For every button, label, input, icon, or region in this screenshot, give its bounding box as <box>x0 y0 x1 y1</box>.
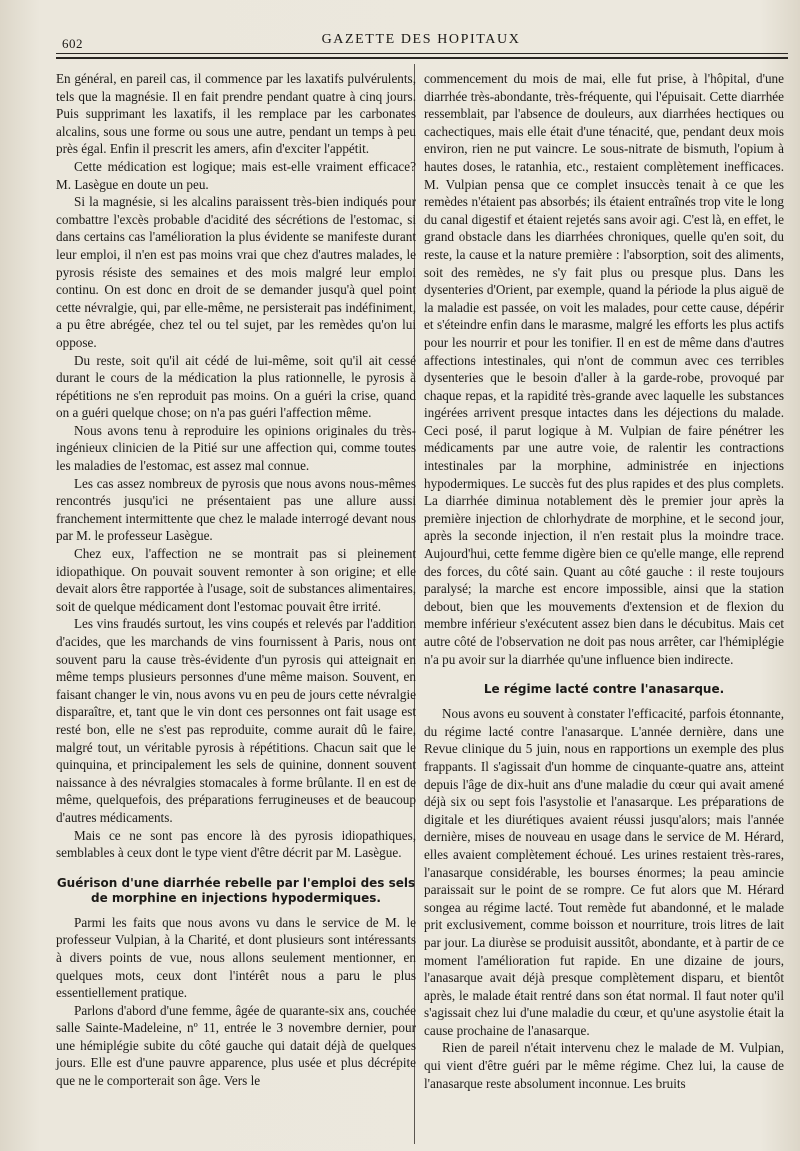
section-heading: Le régime lacté contre l'anasarque. <box>483 682 725 697</box>
header-rule-thick <box>56 57 788 59</box>
article-paragraph: Cette médication est logique; mais est-elle vraiment efficace? M. Lasègue en doute un peu. <box>56 158 416 192</box>
journal-title: GAZETTE DES HOPITAUX <box>321 32 521 47</box>
left-column <box>56 70 416 1090</box>
article-paragraph: Du reste, soit qu'il ait cédé de lui-même, soit qu'il ait cessé durant le cours de la médication la plus rationnelle, le pyrosis à répétitions ne s'en reproduit pas moins. On a guéri la crise, quand on a guéri quelque chose; on n'a pas guéri l'affection même. <box>56 352 416 421</box>
page-number: 602 <box>62 36 83 51</box>
section-heading: Guérison d'une diarrhée rebelle par l'emploi des sels de morphine en injections hypodermiques. <box>56 875 416 905</box>
article-paragraph: Chez eux, l'affection ne se montrait pas si pleinement idiopathique. On pouvait souvent remonter à son origine; et elle devait alors être rapportée à l'usage, soit de substances alimentaires, soit de quelque médicament dont l'estomac pouvait être irrité. <box>56 546 416 614</box>
article-paragraph: Les cas assez nombreux de pyrosis que nous avons nous-mêmes rencontrés jusqu'ici ne présentaient pas une allure aussi franchement intermittente que chez le malade interrogé devant nous par M. le professeur Lasègue. <box>56 475 416 544</box>
article-paragraph: Nous avons eu souvent à constater l'efficacité, parfois étonnante, du régime lacté contre l'anasarque. L'année dernière, dans une Revue clinique du 5 juin, nous en rapportions un exemple des plus frappants. Il s'agissait d'un homme de cinquante-quatre ans, atteint depuis l'âge de dix-huit ans d'une maladie du cœur qui avait amené déjà six ou sept fois l'asystolie et l'anasarque. Les préparations de digitale et les diurétiques avaient réussi jusqu'alors; mais l'année dernière, mises de nouveau en usage dans le service de M. Hérard, elles avaient complètement échoué. Les urines restaient très-rares, l'anasarque considérable, les bourses énormes; la peau amincie paraissait sur le point de se rompre. Ce fut alors que M. Hérard songea au régime lacté. Tout remède fut abandonné, et le malade prit exclusivement, comme boisson et nourriture, trois litres de lait par jour. La diurèse se produisit aussitôt, abondante, et à partir de ce moment l'amélioration fut rapide. En une dizaine de jours, l'anasarque avait déjà presque complètement disparu, et bientôt après, le malade était rentré dans son état normal. Il faut noter qu'il s'agissait chez lui d'une maladie du cœur, et qu'une asystolie était la cause prochaine de l'anasarque. <box>424 706 784 1038</box>
article-paragraph: Si la magnésie, si les alcalins paraissent très-bien indiqués pour combattre l'excès probable d'acidité des sécrétions de l'estomac, si dans certains cas l'amélioration la plus évidente se manifeste durant leur emploi, il n'en est pas moins vrai que chez d'autres malades, le pyrosis résiste des semaines et des mois malgré leur emploi continu. On est donc en droit de se demander jusqu'à quel point cette névralgie, qui, par elle-même, ne persisterait pas indéfiniment, a pu être abrégée, chez tel ou tel sujet, par les remèdes qu'on lui oppose. <box>56 194 416 350</box>
article-paragraph: Nous avons tenu à reproduire les opinions originales du très-ingénieux clinicien de la Pitié sur une affection qui, comme toutes les maladies de l'estomac, est assez mal connue. <box>56 422 416 474</box>
article-paragraph: Parlons d'abord d'une femme, âgée de quarante-six ans, couchée salle Sainte-Madeleine, nº 11, entrée le 3 novembre dernier, pour une hémiplégie subite du côté gauche qui datait déjà de quelques jours. Elle est d'une pauvre apparence, plus usée et plus décrépite que ne le comporterait son âge. Vers le <box>56 1002 416 1089</box>
right-column <box>424 70 784 1092</box>
article-paragraph: commencement du mois de mai, elle fut prise, à l'hôpital, d'une diarrhée très-abondante, très-fréquente, qui l'épuisait. Cette diarrhée ressemblait, par l'absence de douleurs, aux diarrhées hectiques ou cachectiques, mais elle était d'une ténacité, que, pendant deux mois environ, rien ne put vaincre. Le sous-nitrate de bismuth, l'opium à hautes doses, le ratanhia, etc., restaient complètement inefficaces. M. Vulpian pensa que ce complet insuccès tenait à ce que les remèdes n'étaient pas absorbés; ils étaient entraînés trop vite le long du canal digestif et étaient rejetés sans avoir agi. C'est là, en effet, le grand obstacle dans les diarrhées chroniques, quelle qu'en soit, du reste, la cause et la nature première : l'absorption, soit des aliments, soit des remèdes, ne s'y fait plus ou presque plus. Dans les dysenteries d'Orient, par exemple, quand la période la plus aiguë de la maladie est passée, on voit les malades, pour cette cause, dépérir et s'éteindre enfin dans le marasme, malgré les efforts les plus actifs pour les nourrir et pour les tonifier. Il en est de même dans d'autres affections intestinales, qui n'ont de commun avec ces terribles dysenteries que le besoin d'aller à la garde-robe, provoqué par chaque repas, et la rapidité très-grande avec laquelle les substances ingérées arrivent presque intactes dans les déjections du malade. Ceci posé, il parut logique à M. Vulpian de faire pénétrer les médicaments par une autre voie, de ralentir les contractions intestinales par la morphine, administrée en injections hypodermiques. Le succès fut des plus rapides et des plus complets. La diarrhée diminua notablement dès le premier jour après la première injection de chlorhydrate de morphine, et le second jour, après la seconde injection, il n'en restait plus la moindre trace. Aujourd'hui, cette femme digère bien ce qu'elle mange, elle reprend des forces, du côté sain. Quant au côté gauche : il reste toujours paralysé; la marche est encore impossible, ainsi que la station debout, bien que les mouvements d'extension et de flexion du membre inférieur s'exécutent assez bien dans le décubitus. Mais cet autre côté de l'observation ne doit pas nous arrêter, car l'hémiplégie n'a pu avoir sur la diarrhée qu'une influence bien indirecte. <box>424 71 784 667</box>
article-paragraph: Parmi les faits que nous avons vu dans le service de M. le professeur Vulpian, à la Charité, et dont plusieurs sont intéressants à divers points de vue, nous allons seulement mentionner, en quelques mots, ceux dont l'intérêt nous a paru le plus essentiellement pratique. <box>56 914 416 1001</box>
article-paragraph: En général, en pareil cas, il commence par les laxatifs pulvérulents, tels que la magnésie. Il en fait prendre pendant quatre à cinq jours. Puis supprimant les laxatifs, il les remplace par les carbonates alcalins, sous une forme ou sous une autre, pendant un temps à peu près égal. Enfin il prescrit les amers, afin d'exciter l'appétit. <box>56 71 416 157</box>
page-header <box>56 28 786 54</box>
header-rule-thin <box>56 53 788 54</box>
article-paragraph: Les vins fraudés surtout, les vins coupés et relevés par l'addition d'acides, que les marchands de vins fournissent à Paris, nous ont souvent paru la cause très-évidente d'un pyrosis qui atteignait en même temps plusieurs personnes d'une même maison. Souvent, en faisant changer le vin, nous avons vu en peu de jours cette névralgie disparaître, et, tant que le vin dont ces personnes ont fait usage est resté bon, elle ne s'est pas reproduite, comme aurait dû le faire, malgré tout, un véritable pyrosis à répétitions. Chacun sait que le quinquina, et principalement les sels de quinine, donnent souvent naissance à des névralgies stomacales à forme brûlante. Il en est de même, quelquefois, des préparations ferrugineuses et de beaucoup d'autres médicaments. <box>56 616 416 825</box>
article-paragraph: Mais ce ne sont pas encore là des pyrosis idiopathiques, semblables à ceux dont le type vient d'être décrit par M. Lasègue. <box>56 827 416 861</box>
article-paragraph: Rien de pareil n'était intervenu chez le malade de M. Vulpian, qui vient d'être guéri par le même régime. Chez lui, la cause de l'anasarque reste absolument inconnue. Les bruits <box>424 1040 784 1091</box>
